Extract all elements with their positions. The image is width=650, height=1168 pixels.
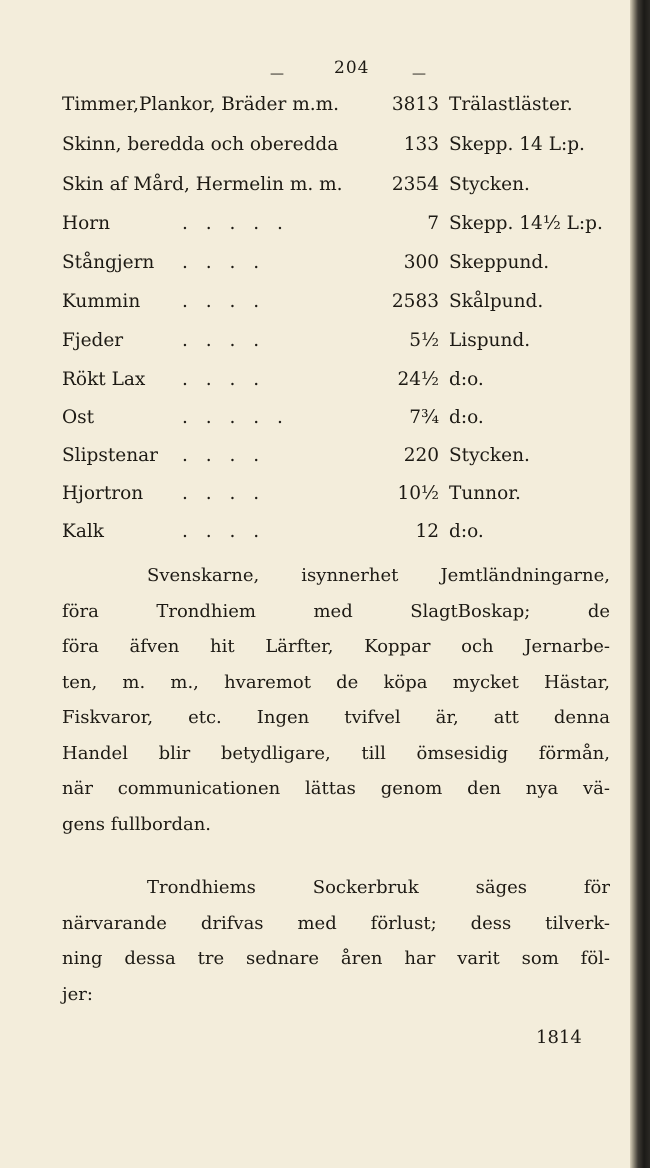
paragraph-line: jer:: [62, 983, 93, 1005]
row-unit: d:o.: [449, 521, 484, 542]
row-leader-dots: . . . .: [182, 330, 266, 351]
row-quantity: 24½: [397, 369, 439, 390]
row-item: Timmer,Plankor, Bräder m.m.: [62, 94, 340, 115]
row-unit: d:o.: [449, 407, 484, 428]
row-item: Fjeder: [62, 330, 124, 351]
row-unit: Lispund.: [449, 330, 531, 351]
row-leader-dots: . . . .: [182, 369, 266, 390]
row-unit: Trälastläster.: [449, 94, 573, 115]
book-spine-shadow: [630, 0, 650, 1168]
row-quantity: 300: [403, 252, 439, 273]
row-quantity: 12: [415, 521, 439, 542]
paragraph-line: föra äfven hit Lärfter, Koppar och Jernarbe-: [62, 636, 610, 657]
row-leader-dots: . . . .: [182, 252, 266, 273]
paragraph-line: gens fullbordan.: [62, 813, 212, 835]
table-row: [62, 85, 622, 125]
row-leader-dots: . . . .: [182, 521, 266, 542]
table-row: [62, 512, 622, 552]
row-item: Skinn, beredda och oberedda: [62, 134, 339, 155]
row-leader-dots: . . . .: [182, 483, 266, 504]
paragraph-line: Fiskvaror, etc. Ingen tvifvel är, att denna: [62, 707, 610, 728]
row-item: Hjortron: [62, 483, 144, 504]
page-number: 204: [334, 58, 370, 78]
table-row: [62, 243, 622, 283]
row-unit: d:o.: [449, 369, 484, 390]
row-unit: Stycken.: [449, 445, 530, 466]
paragraph-sugar-refinery: [62, 870, 610, 1012]
paragraph-line: närvarande drifvas med förlust; dess tilverk-: [62, 912, 610, 934]
row-item: Kalk: [62, 521, 104, 542]
table-row: [62, 125, 622, 165]
paragraph-line: Svenskarne, isynnerhet Jemtländningarne,: [147, 565, 610, 586]
row-item: Horn: [62, 213, 111, 234]
row-item: Rökt Lax: [62, 369, 146, 390]
table-row: [62, 360, 622, 400]
table-row: [62, 398, 622, 438]
row-quantity: 3813: [391, 94, 439, 115]
table-row: [62, 436, 622, 476]
row-unit: Skålpund.: [449, 291, 544, 312]
row-unit: Skeppund.: [449, 252, 550, 273]
paragraph-line: ning dessa tre sednare åren har varit som föl-: [62, 948, 610, 969]
header-dash-right: —: [412, 66, 426, 82]
header-dash-left: —: [270, 66, 284, 82]
catchword: 1814: [536, 1027, 582, 1048]
paragraph-line: föra Trondhiem med SlagtBoskap; de: [62, 600, 610, 622]
table-row: [62, 321, 622, 361]
row-item: Ost: [62, 407, 95, 428]
row-leader-dots: . . . .: [182, 291, 266, 312]
table-row: [62, 165, 622, 205]
row-quantity: 10½: [397, 483, 439, 504]
paragraph-line: när communicationen lättas genom den nya vä-: [62, 778, 610, 799]
table-row: [62, 204, 622, 244]
row-unit: Stycken.: [449, 174, 530, 195]
table-row: [62, 282, 622, 322]
row-quantity: 7: [427, 213, 439, 234]
paragraph-trade: [62, 558, 610, 842]
paragraph-line: ten, m. m., hvaremot de köpa mycket Hästar,: [62, 671, 610, 693]
row-leader-dots: . . . . .: [182, 213, 289, 234]
row-item: Stångjern: [62, 252, 155, 273]
row-unit: Tunnor.: [449, 483, 521, 504]
row-quantity: 220: [403, 445, 439, 466]
row-leader-dots: . . . . .: [182, 407, 289, 428]
row-item: Skin af Mård, Hermelin m. m.: [62, 174, 343, 195]
row-leader-dots: . . . .: [182, 445, 266, 466]
row-quantity: 5½: [409, 330, 439, 351]
row-unit: Skepp. 14 L:p.: [449, 134, 585, 155]
table-row: [62, 474, 622, 514]
row-quantity: 2583: [391, 291, 439, 312]
row-quantity: 7¾: [409, 407, 439, 428]
row-quantity: 2354: [391, 174, 439, 195]
paragraph-line: Trondhiems Sockerbruk säges för: [147, 877, 610, 898]
row-unit: Skepp. 14½ L:p.: [449, 213, 603, 234]
page-header: [270, 56, 440, 86]
row-quantity: 133: [403, 134, 439, 155]
row-item: Kummin: [62, 291, 141, 312]
row-item: Slipstenar: [62, 445, 159, 466]
paragraph-line: Handel blir betydligare, till ömsesidig förmån,: [62, 742, 610, 764]
